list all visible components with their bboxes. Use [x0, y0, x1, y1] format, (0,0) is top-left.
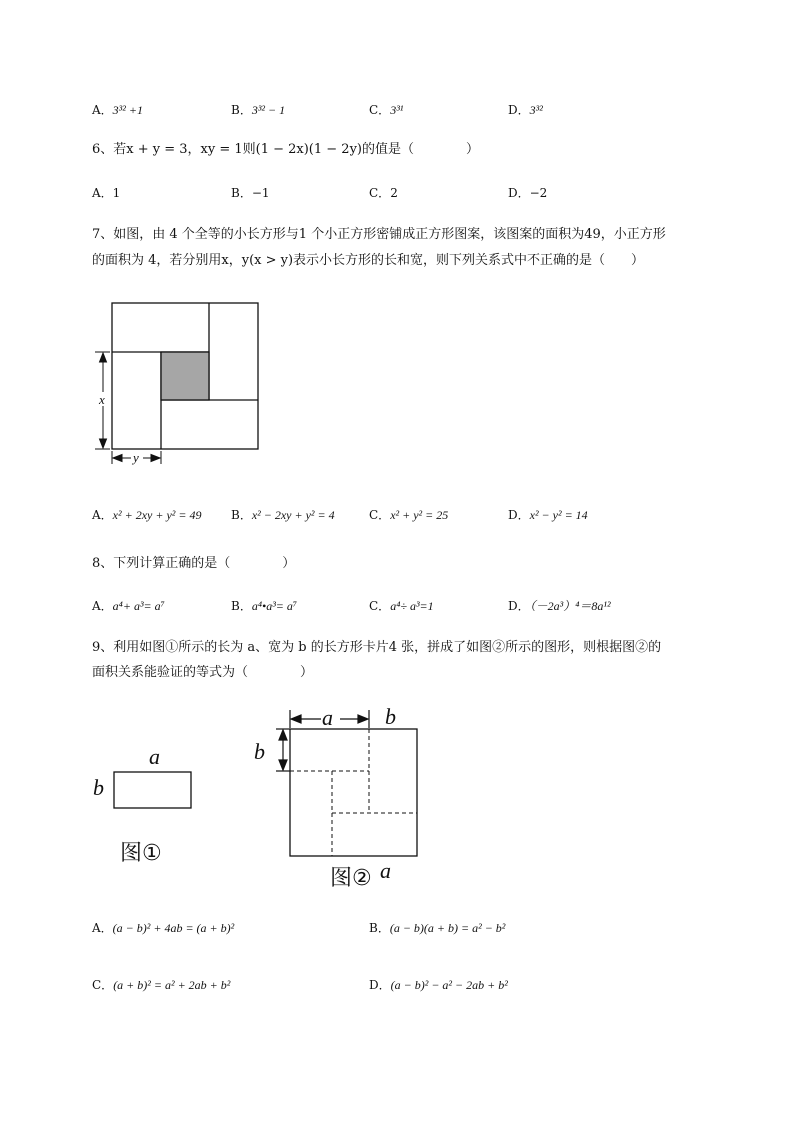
y-arrow-right [151, 455, 160, 462]
option-expr: 3³² +1 [112, 103, 143, 117]
x-arrow-up [100, 353, 107, 362]
q9-stem-line2: 面积关系能验证的等式为（ ） [92, 665, 314, 680]
small-square [161, 352, 209, 400]
option-expr: −1 [251, 186, 270, 200]
option-label: B． [231, 186, 252, 200]
option-label: D． [508, 186, 530, 200]
q9-figure-2 [248, 700, 438, 895]
q5-option-a [92, 101, 143, 119]
q8-option-c [369, 597, 434, 615]
q6-option-d [508, 184, 547, 202]
option-label: B． [231, 599, 252, 613]
option-label: D． [508, 103, 530, 117]
fig2-b-left-label: b [254, 739, 265, 764]
y-arrow-left [113, 455, 122, 462]
option-label: C． [369, 599, 391, 613]
option-label: B． [369, 921, 390, 935]
option-label: A． [92, 921, 113, 935]
fig2-a-arrow-left [291, 715, 301, 723]
q7-stem-line1: 7、如图，由 4 个全等的小长方形与1 个小正方形密铺成正方形图案，该图案的面积为49，小正方形 [92, 227, 666, 242]
fig2-outer-square [290, 729, 417, 856]
q6-option-b [231, 184, 270, 202]
option-expr: 3³² [529, 103, 543, 117]
option-expr: (a − b)² + 4ab = (a + b)² [112, 921, 235, 935]
q8-option-a [92, 597, 165, 615]
fig2-b-arrow-down [279, 760, 287, 770]
q5-option-c [369, 101, 403, 119]
q9-option-c [92, 976, 230, 994]
q9-option-d [369, 976, 508, 994]
option-label: C． [369, 186, 391, 200]
option-label: D． [508, 508, 530, 522]
fig1-card [114, 772, 191, 808]
q9-option-b [369, 919, 505, 937]
fig2-a-bottom-label: a [380, 858, 391, 883]
fig1-a-label: a [149, 744, 160, 769]
option-expr: （－2a³）⁴＝8a¹² [529, 599, 611, 613]
q5-option-d [508, 101, 543, 119]
q7-option-a [92, 506, 201, 524]
fig2-b-top-label: b [385, 704, 396, 729]
option-expr: x² + 2xy + y² = 49 [112, 508, 202, 522]
option-label: B． [231, 103, 252, 117]
option-expr: (a − b)(a + b) = a² − b² [389, 921, 506, 935]
q8-stem: 8、下列计算正确的是（ ） [92, 556, 296, 571]
q9-figure-1 [88, 740, 208, 870]
option-label: A． [92, 186, 113, 200]
option-label: A． [92, 508, 113, 522]
option-expr: 3³¹ [390, 103, 404, 117]
q6-option-a [92, 184, 120, 202]
fig2-b-arrow-up [279, 730, 287, 740]
option-expr: 3³² − 1 [251, 103, 286, 117]
option-expr: x² − 2xy + y² = 4 [251, 508, 335, 522]
x-arrow-down [100, 439, 107, 448]
fig1-b-label: b [93, 775, 104, 800]
option-expr: x² + y² = 25 [390, 508, 449, 522]
q5-option-b [231, 101, 285, 119]
q6-option-c [369, 184, 398, 202]
option-label: C． [369, 103, 391, 117]
option-expr: (a − b)² − a² − 2ab + b² [390, 978, 508, 992]
q9-option-a [92, 919, 234, 937]
option-expr: a⁴÷ a³=1 [390, 599, 434, 613]
q7-option-d [508, 506, 588, 524]
option-expr: a⁴•a³= a⁷ [251, 599, 298, 613]
fig1-caption: 图① [120, 841, 162, 866]
q8-option-b [231, 597, 297, 615]
option-expr: −2 [529, 186, 548, 200]
option-label: A． [92, 599, 113, 613]
x-label: x [99, 392, 105, 407]
option-label: A． [92, 103, 113, 117]
option-label: B． [231, 508, 252, 522]
q9-stem-line1: 9、利用如图①所示的长为 a、宽为 b 的长方形卡片4 张，拼成了如图②所示的图形，则根据图②的 [92, 640, 662, 655]
option-label: C． [369, 508, 391, 522]
option-expr: (a + b)² = a² + 2ab + b² [113, 978, 231, 992]
y-label: y [133, 450, 139, 465]
option-expr: 2 [390, 186, 398, 200]
fig2-caption: 图② [330, 866, 372, 891]
fig2-a-top-label: a [322, 705, 333, 730]
option-expr: 1 [112, 186, 121, 200]
q7-option-c [369, 506, 448, 524]
option-label: D． [508, 599, 530, 613]
fig2-a-arrow-right [358, 715, 368, 723]
option-label: C． [92, 978, 114, 992]
option-expr: a⁴+ a³= a⁷ [112, 599, 165, 613]
q7-stem-line2: 的面积为 4，若分别用x，y(x > y)表示小长方形的长和宽，则下列关系式中不正确的是（ ） [92, 253, 645, 268]
q7-figure [90, 298, 270, 468]
option-expr: x² − y² = 14 [529, 508, 588, 522]
option-label: D． [369, 978, 391, 992]
q7-option-b [231, 506, 335, 524]
q8-option-d [508, 597, 611, 615]
q6-stem: 6、若x + y = 3，xy = 1则(1 − 2x)(1 − 2y)的值是（ ） [92, 142, 479, 157]
